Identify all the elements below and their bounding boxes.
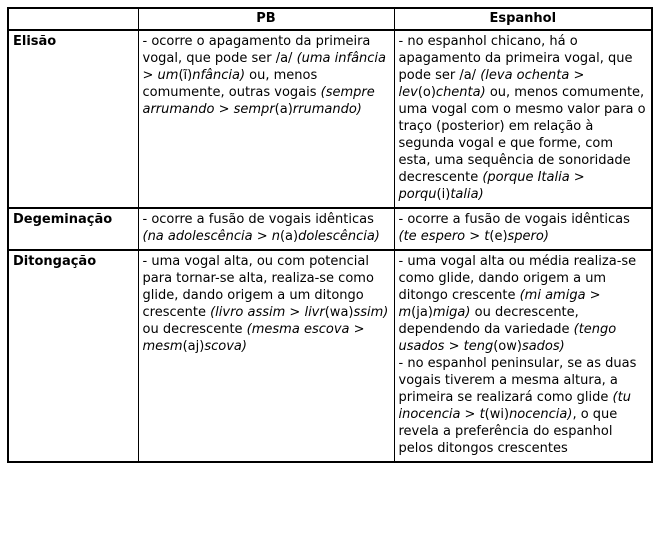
row-label-elisao: Elisão: [8, 30, 138, 208]
table-body: [8, 30, 652, 462]
cell-ditongacao-pb: [138, 250, 394, 462]
row-label-degeminacao: Degeminação: [8, 208, 138, 250]
cell-degeminacao-pb: [138, 208, 394, 250]
table-row-degeminacao: [8, 208, 652, 250]
table-row-ditongacao: [8, 250, 652, 462]
table-row-elisao: [8, 30, 652, 208]
cell-elisao-pb: [138, 30, 394, 208]
cell-ditongacao-espanhol: [394, 250, 652, 462]
header-row: [8, 8, 652, 30]
bullet-paragraph: - no espanhol peninsular, se as duas vogais tiverem a mesma altura, a primeira se realizará como glide (tu inocencia > t(wi)nocencia), o que revela a preferência do espanhol pelos ditongos crescentes: [398, 356, 637, 456]
row-label-ditongacao: Ditongação: [8, 250, 138, 462]
bullet-paragraph: - no espanhol chicano, há o apagamento da primeira vogal, que pode ser /a/ (leva ochenta > lev(o)chenta) ou, menos comumente, uma vogal com o mesmo valor para o traço (posterior) em relação à segunda vogal e que forme, com esta, uma sequência de sonoridade decrescente (porque Italia > porqu(i)talia): [398, 34, 646, 202]
phonology-comparison-table: [7, 7, 653, 463]
bullet-paragraph: - ocorre a fusão de vogais idênticas (te espero > t(e)spero): [398, 212, 630, 244]
cell-degeminacao-espanhol: [394, 208, 652, 250]
bullet-paragraph: - uma vogal alta, ou com potencial para tornar-se alta, realiza-se como glide, dando origem a um ditongo crescente (livro assim > livr(wa)ssim) ou decrescente (mesma escova > mesm(aj)scova): [142, 254, 389, 354]
bullet-paragraph: - ocorre a fusão de vogais idênticas (na adolescência > n(a)dolescência): [142, 212, 380, 244]
table-header: [8, 8, 652, 30]
column-header-pb: PB: [138, 8, 394, 30]
column-header-espanhol: Espanhol: [394, 8, 652, 30]
cell-elisao-espanhol: [394, 30, 652, 208]
bullet-paragraph: - ocorre o apagamento da primeira vogal, que pode ser /a/ (uma infância > um(ĩ)nfância) ou, menos comumente, outras vogais (sempre arrumando > sempr(a)rrumando): [142, 34, 386, 117]
corner-cell: [8, 8, 138, 30]
bullet-paragraph: - uma vogal alta ou média realiza-se como glide, dando origem a um ditongo crescente (mi amiga > m(ja)miga) ou decrescente, dependendo da variedade (tengo usados > teng(ow)sados): [398, 254, 637, 354]
